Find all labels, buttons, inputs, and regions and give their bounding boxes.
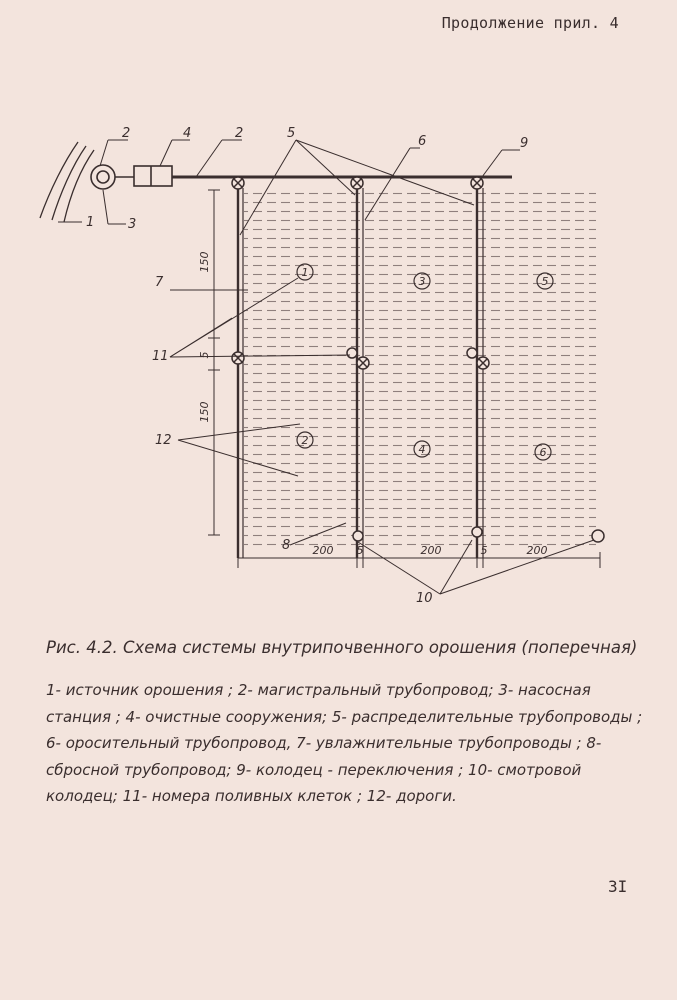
callout-9: 9 [520,136,529,151]
callout-8: 8 [282,538,291,553]
cell-number-5: 5 [541,275,549,288]
vertical-dimensions [208,190,220,535]
callout-12: 12 [155,433,172,448]
page-header: Продолжение прил. 4 [441,14,619,32]
dim-gap-2: 5 [480,544,488,557]
dim-gap-1: 5 [356,544,364,557]
callout-10: 10 [416,591,433,606]
page-number: 3I [608,877,628,896]
cell-number-4: 4 [418,443,426,456]
dim-width-3: 200 [526,544,548,557]
dim-gap: 5 [198,351,211,359]
cell-number-6: 6 [539,446,547,459]
pump-station [91,165,115,189]
callout-2a: 2 [122,126,131,141]
callout-4: 4 [183,126,192,141]
dim-height-bottom: 150 [198,401,211,423]
cell-number-1: 1 [301,266,309,279]
cell-number-2: 2 [301,434,309,447]
callout-7: 7 [155,275,164,290]
callout-6: 6 [418,134,427,149]
callout-5: 5 [287,126,296,141]
dim-width-2: 200 [420,544,442,557]
callout-11: 11 [152,349,169,364]
callout-3: 3 [128,217,137,232]
field-hatched-area [244,188,596,546]
dim-height-top: 150 [198,251,211,273]
dim-width-1: 200 [312,544,334,557]
figure-caption: Рис. 4.2. Схема системы внутрипочвенного орошения (поперечная) [46,638,638,657]
callout-1: 1 [86,215,95,230]
cell-number-3: 3 [418,275,426,288]
callout-2b: 2 [235,126,244,141]
irrigation-source [40,142,94,222]
treatment-facility [134,166,172,186]
figure-legend: 1- источник орошения ; 2- магистральный трубопровод; 3- насосная станция ; 4- очистные сооружения; 5- распределительные трубопроводы ; 6- оросительный трубопровод, 7- увлажнительные трубопроводы ; 8- сбросной трубопровод; 9- колодец - переключения ; 10- смотровой колодец; 11- номера поливных клеток ; 12- дороги. [46,681,643,805]
